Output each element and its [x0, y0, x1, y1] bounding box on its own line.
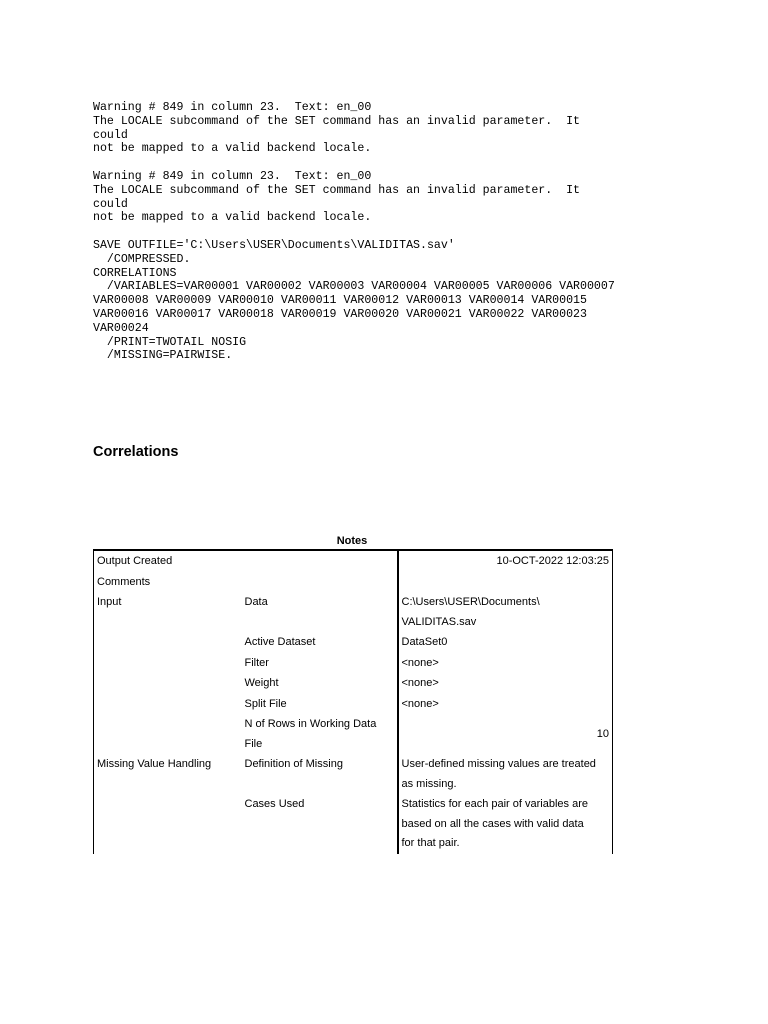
row-group — [94, 714, 242, 754]
syntax-warning-2: Warning # 849 in column 23. Text: en_00 The LOCALE subcommand of the SET command has an invalid parameter. It could not be mapped to a valid backend locale. — [93, 170, 581, 225]
row-group: Input — [94, 592, 242, 632]
row-value: <none> — [398, 694, 613, 715]
row-group: Comments — [94, 572, 242, 593]
notes-table — [93, 549, 613, 854]
row-group — [94, 673, 242, 694]
table-row — [94, 572, 613, 593]
table-row — [94, 592, 613, 632]
section-heading: Correlations — [93, 444, 179, 460]
row-group: Missing Value Handling — [94, 754, 242, 794]
table-row — [94, 550, 613, 572]
row-value: User-defined missing values are treated as missing. — [398, 754, 613, 794]
row-label — [242, 550, 398, 572]
notes-table-title: Notes — [336, 535, 368, 547]
table-row — [94, 694, 613, 715]
table-row — [94, 673, 613, 694]
syntax-command: SAVE OUTFILE='C:\Users\USER\Documents\VALIDITAS.sav' /COMPRESSED. CORRELATIONS /VARIABLES=VAR00001 VAR00002 VAR00003 VAR00004 VAR00005 VAR00006 VAR00007 VAR00008 VAR00009 VAR00010 VAR00011 VAR00012 VAR00013 VAR00014 VAR00015 VAR00016 VAR00017 VAR00018 VAR00019 VAR00020 VAR00021 VAR00022 VAR00023 VAR00024 /PRINT=TWOTAIL NOSIG /MISSING=PAIRWISE. — [93, 239, 615, 363]
row-group — [94, 632, 242, 653]
row-label: Weight — [242, 673, 398, 694]
row-label: Filter — [242, 653, 398, 674]
table-row — [94, 754, 613, 794]
table-row — [94, 714, 613, 754]
syntax-warning-1: Warning # 849 in column 23. Text: en_00 The LOCALE subcommand of the SET command has an invalid parameter. It could not be mapped to a valid backend locale. — [93, 101, 581, 156]
row-group: Output Created — [94, 550, 242, 572]
row-label: Data — [242, 592, 398, 632]
row-label: Cases Used — [242, 794, 398, 854]
row-label — [242, 572, 398, 593]
row-value: 10-OCT-2022 12:03:25 — [398, 550, 613, 572]
row-label: Definition of Missing — [242, 754, 398, 794]
row-label: N of Rows in Working Data File — [242, 714, 398, 754]
row-group — [94, 794, 242, 854]
table-row — [94, 632, 613, 653]
row-label: Split File — [242, 694, 398, 715]
row-label: Active Dataset — [242, 632, 398, 653]
row-group — [94, 653, 242, 674]
row-value: <none> — [398, 653, 613, 674]
row-value: <none> — [398, 673, 613, 694]
row-group — [94, 694, 242, 715]
table-row — [94, 794, 613, 854]
row-value: 10 — [398, 714, 613, 754]
row-value — [398, 572, 613, 593]
row-value: C:\Users\USER\Documents\ VALIDITAS.sav — [398, 592, 613, 632]
row-value: DataSet0 — [398, 632, 613, 653]
row-value: Statistics for each pair of variables are based on all the cases with valid data for that pair. — [398, 794, 613, 854]
table-row — [94, 653, 613, 674]
